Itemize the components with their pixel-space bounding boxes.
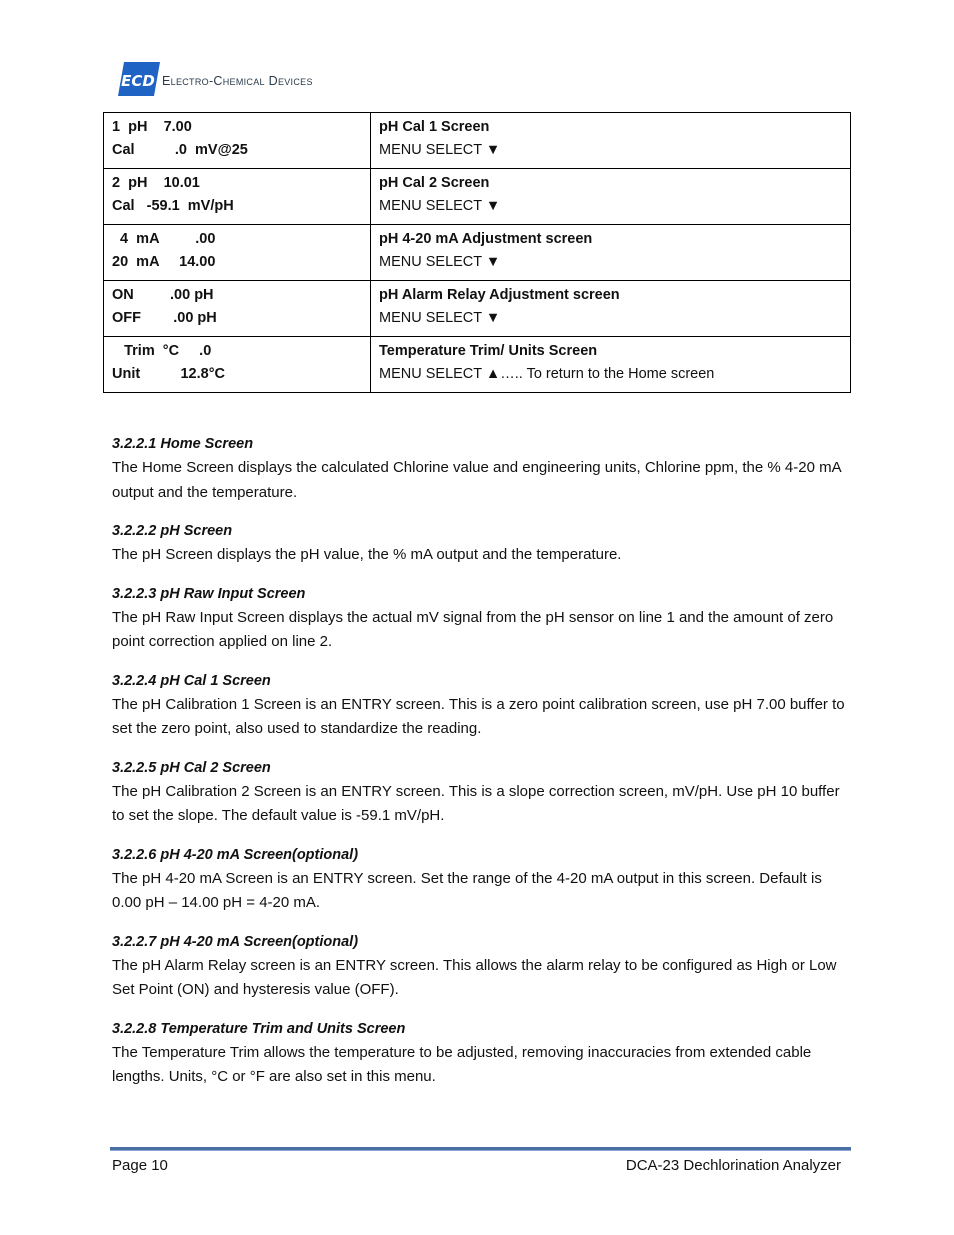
section-ph-raw-input	[112, 582, 847, 655]
footer-divider	[110, 1147, 851, 1151]
section-ph-alarm-relay	[112, 930, 847, 1003]
display-readout: 1 pH 7.00 Cal .0 mV@25	[104, 113, 371, 169]
menu-select-text: MENU SELECT ▲….. To return to the Home screen	[379, 366, 715, 382]
section-temperature-trim	[112, 1017, 847, 1090]
section-body: The pH 4-20 mA Screen is an ENTRY screen. Set the range of the 4-20 mA output in this screen. Default is 0.00 pH – 14.00 pH = 4-20 mA.	[112, 869, 822, 911]
section-body: The pH Screen displays the pH value, the % mA output and the temperature.	[112, 546, 622, 563]
menu-select-text: MENU SELECT ▼	[379, 310, 501, 326]
display-readout: ON .00 pH OFF .00 pH	[104, 281, 371, 337]
table-row	[104, 113, 851, 169]
table-row	[104, 281, 851, 337]
display-readout: Trim °C .0 Unit 12.8°C	[104, 337, 371, 393]
section-heading: 3.2.2.4 pH Cal 1 Screen	[112, 672, 271, 689]
screen-title: Temperature Trim/ Units Screen	[379, 343, 598, 359]
screens-table	[103, 112, 851, 393]
section-ph-cal-1	[112, 669, 847, 742]
table-row	[104, 225, 851, 281]
display-readout: 2 pH 10.01 Cal -59.1 mV/pH	[104, 169, 371, 225]
section-ph-4-20-ma	[112, 843, 847, 916]
menu-select-text: MENU SELECT ▼	[379, 142, 501, 158]
page-number: Page 10	[112, 1157, 168, 1174]
section-heading: 3.2.2.2 pH Screen	[112, 523, 233, 539]
section-heading: 3.2.2.1 Home Screen	[112, 436, 254, 452]
screen-description	[371, 225, 851, 281]
screen-title: pH Alarm Relay Adjustment screen	[379, 287, 620, 303]
screen-title: pH Cal 1 Screen	[379, 119, 490, 135]
section-body: The pH Alarm Relay screen is an ENTRY screen. This allows the alarm relay to be configured as High or Low Set Point (ON) and hysteresis value (OFF).	[112, 956, 837, 998]
document-title: DCA-23 Dechlorination Analyzer	[625, 1157, 841, 1174]
section-home-screen	[112, 432, 847, 505]
section-heading: 3.2.2.8 Temperature Trim and Units Screen	[112, 1020, 406, 1037]
section-body: The pH Calibration 2 Screen is an ENTRY screen. This is a slope correction screen, mV/pH. Use pH 10 buffer to set the slope. The default value is -59.1 mV/pH.	[112, 782, 840, 824]
section-body: The Home Screen displays the calculated Chlorine value and engineering units, Chlorine ppm, the % 4-20 mA output and the temperature.	[112, 459, 841, 501]
company-name: Electro-Chemical Devices	[162, 74, 313, 88]
screen-title: pH Cal 2 Screen	[379, 175, 490, 191]
menu-select-text: MENU SELECT ▼	[379, 198, 501, 214]
screen-description	[371, 113, 851, 169]
section-ph-cal-2	[112, 756, 847, 829]
display-readout: 4 mA .00 20 mA 14.00	[104, 225, 371, 281]
table-row	[104, 337, 851, 393]
section-body: The pH Calibration 1 Screen is an ENTRY screen. This is a zero point calibration screen, use pH 7.00 buffer to set the zero point, also used to standardize the reading.	[112, 695, 845, 737]
section-list	[112, 432, 847, 1104]
section-body: The Temperature Trim allows the temperature to be adjusted, removing inaccuracies from extended cable lengths. Units, °C or °F are also set in this menu.	[112, 1043, 812, 1085]
section-heading: 3.2.2.6 pH 4-20 mA Screen(optional)	[112, 846, 359, 863]
screen-description	[371, 337, 851, 393]
screen-description	[371, 281, 851, 337]
ecd-logo-icon	[118, 60, 160, 98]
svg-text:ECD: ECD	[121, 72, 155, 90]
menu-select-text: MENU SELECT ▼	[379, 254, 501, 270]
section-ph-screen	[112, 519, 847, 568]
table-row	[104, 169, 851, 225]
section-heading: 3.2.2.7 pH 4-20 mA Screen(optional)	[112, 933, 359, 950]
section-heading: 3.2.2.3 pH Raw Input Screen	[112, 585, 306, 602]
screen-title: pH 4-20 mA Adjustment screen	[379, 231, 593, 247]
section-body: The pH Raw Input Screen displays the actual mV signal from the pH sensor on line 1 and the amount of zero point correction applied on line 2.	[112, 608, 834, 650]
screen-description	[371, 169, 851, 225]
section-heading: 3.2.2.5 pH Cal 2 Screen	[112, 759, 271, 776]
